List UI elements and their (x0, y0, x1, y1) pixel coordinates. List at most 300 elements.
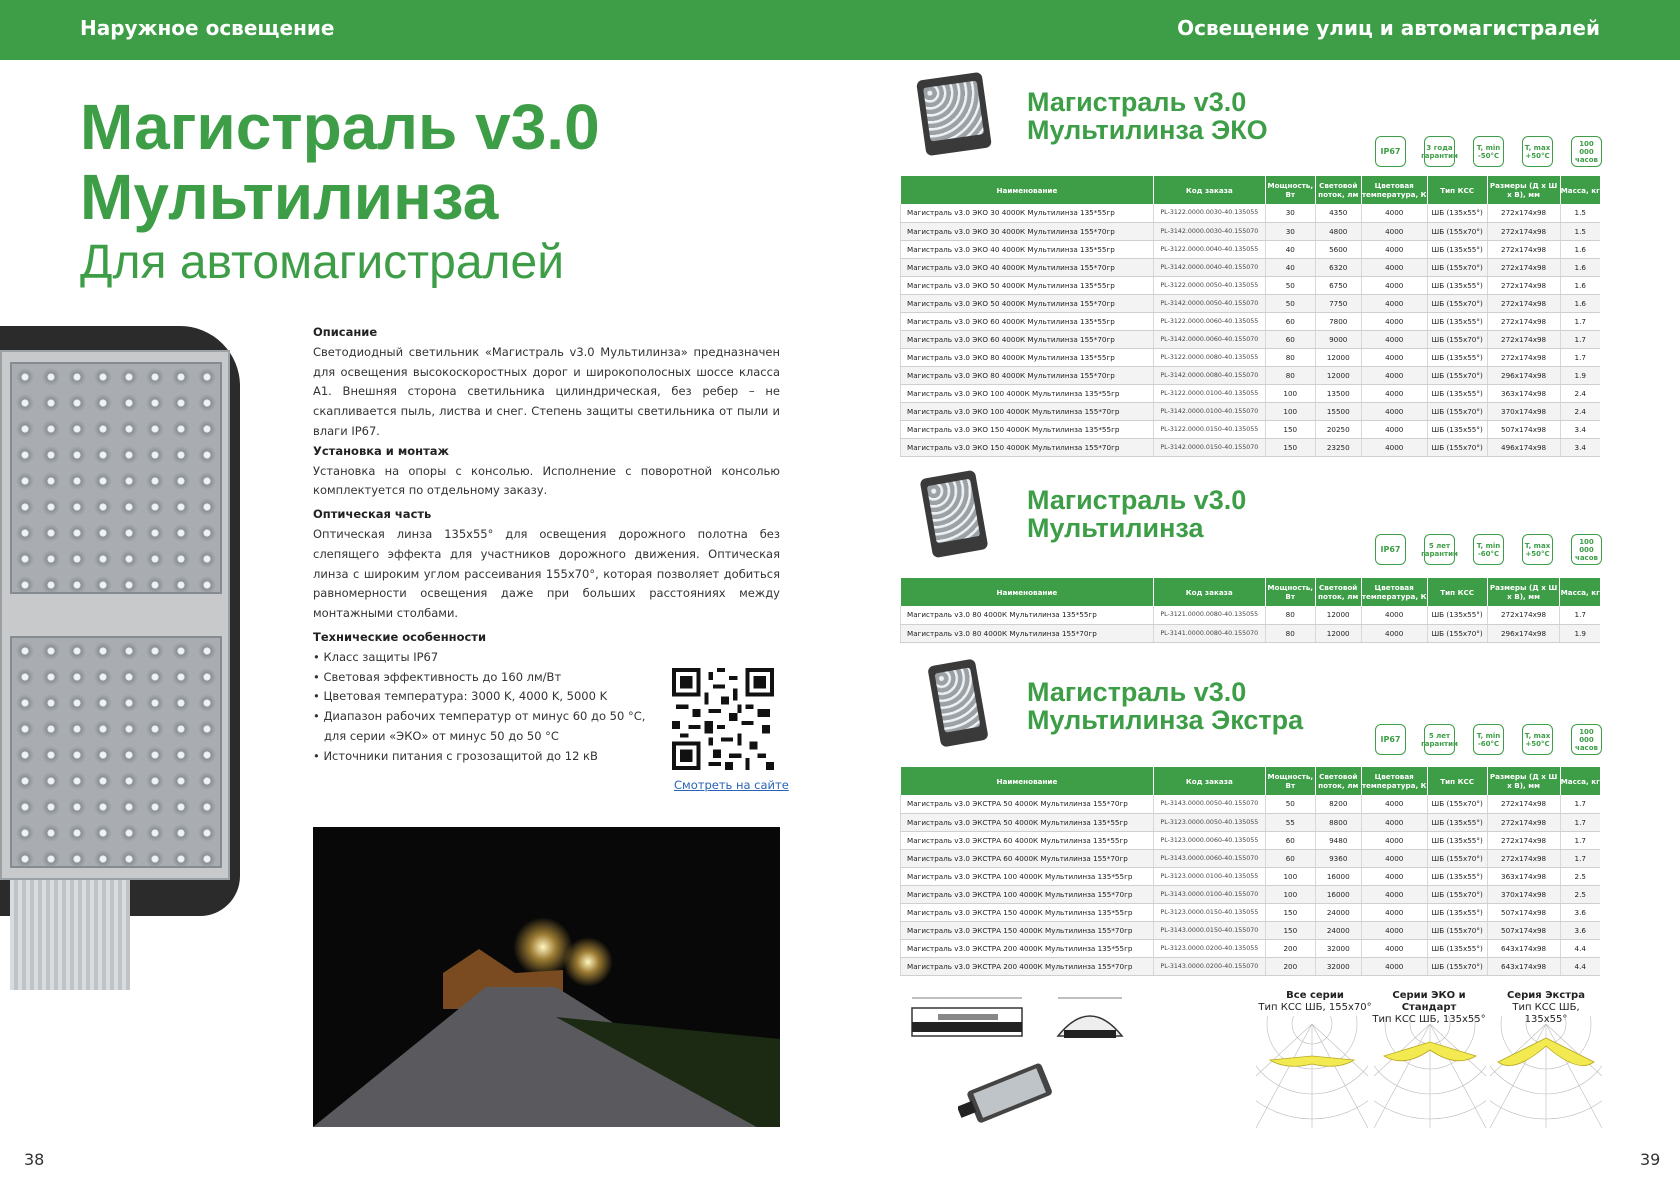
cell-cct: 4000 (1361, 348, 1427, 366)
cell-code: PL-3142.0000.0030-40.155070 (1153, 222, 1265, 240)
table-row (901, 813, 1601, 831)
table-row (901, 384, 1601, 402)
cell-cct: 4000 (1361, 957, 1427, 975)
table-row (901, 939, 1601, 957)
product-perspective-image (958, 1058, 1062, 1130)
lamp-mount (10, 880, 130, 990)
cell-mass: 1.6 (1560, 294, 1600, 312)
table-row (901, 867, 1601, 885)
table-row (901, 366, 1601, 384)
cell-name: Магистраль v3.0 ЭКСТРА 150 4000К Мультилинза 135*55гр (901, 903, 1154, 921)
cell-code: PL-3123.0000.0050-40.135055 (1153, 813, 1265, 831)
cell-kss: ШБ (135х55°) (1427, 204, 1487, 222)
column-header-mass: Масса, кг (1560, 578, 1600, 606)
desc-text-description: Светодиодный светильник «Магистраль v3.0 Мультилинза» предназначен для освещения высокоскоростных дорог и широкополосных шоссе класса А1. Внешняя сторона светильника цилиндрическая, без ребер – не скапливается пыль, листва и снег. Степень защиты светильника от пыли и влаги IP67. (313, 344, 780, 438)
lamp-illustration (0, 326, 240, 916)
cell-name: Магистраль v3.0 ЭКО 40 4000К Мультилинза 135*55гр (901, 240, 1154, 258)
spec-table-standard (900, 578, 1600, 643)
ip67-badge: IP67 (1375, 534, 1406, 565)
feature-item: для серии «ЭКО» от минус 50 до 50 °С (313, 728, 559, 743)
column-header-size: Размеры (Д х Ш х В), мм (1487, 578, 1560, 606)
cell-flux: 12000 (1315, 348, 1361, 366)
tmin-badge: T, min -60°C (1473, 724, 1504, 755)
cell-kss: ШБ (135х55°) (1427, 867, 1487, 885)
cell-mass: 1.7 (1560, 606, 1600, 624)
header-right-title: Освещение улиц и автомагистралей (1177, 16, 1600, 40)
cell-name: Магистраль v3.0 ЭКО 40 4000К Мультилинза 155*70гр (901, 258, 1154, 276)
table-header-row (901, 767, 1601, 795)
cell-code: PL-3142.0000.0040-40.155070 (1153, 258, 1265, 276)
cell-kss: ШБ (155х70°) (1427, 330, 1487, 348)
product-image-standard (919, 470, 988, 559)
curve-subtitle: Тип КСС ШБ, 135x55° (1512, 1002, 1580, 1025)
cell-kss: ШБ (155х70°) (1427, 366, 1487, 384)
cell-name: Магистраль v3.0 80 4000К Мультилинза 135*55гр (901, 606, 1154, 624)
view-on-site-link[interactable]: Смотреть на сайте (674, 778, 789, 792)
cell-power: 150 (1265, 903, 1315, 921)
product-image-extra (927, 658, 989, 747)
badges-standard (1375, 534, 1602, 565)
cell-power: 40 (1265, 240, 1315, 258)
cell-flux: 16000 (1315, 867, 1361, 885)
table-row (901, 222, 1601, 240)
cell-size: 363x174x98 (1487, 384, 1560, 402)
cell-kss: ШБ (135х55°) (1427, 831, 1487, 849)
cell-power: 100 (1265, 867, 1315, 885)
desc-heading-optics: Оптическая часть (313, 507, 432, 522)
dimension-drawing-front (1050, 992, 1130, 1048)
table-row (901, 240, 1601, 258)
cell-size: 272x174x98 (1487, 795, 1560, 813)
tmin-badge: T, min -60°C (1473, 534, 1504, 565)
badges-extra (1375, 724, 1602, 755)
cell-mass: 2.4 (1560, 384, 1600, 402)
cell-size: 507x174x98 (1487, 921, 1560, 939)
cell-flux: 23250 (1315, 438, 1361, 456)
cell-size: 496x174x98 (1487, 438, 1560, 456)
cell-size: 272x174x98 (1487, 849, 1560, 867)
column-header-flux: Световой поток, лм (1315, 767, 1361, 795)
cell-kss: ШБ (135х55°) (1427, 276, 1487, 294)
section-title-line-2: Мультилинза ЭКО (1027, 115, 1268, 145)
cell-power: 60 (1265, 849, 1315, 867)
cell-name: Магистраль v3.0 ЭКСТРА 50 4000К Мультилинза 135*55гр (901, 813, 1154, 831)
polar-curve-chart (1490, 1016, 1602, 1128)
table-row (901, 348, 1601, 366)
cell-kss: ШБ (155х70°) (1427, 402, 1487, 420)
cell-name: Магистраль v3.0 ЭКО 100 4000К Мультилинза 135*55гр (901, 384, 1154, 402)
cell-size: 643x174x98 (1487, 939, 1560, 957)
cell-code: PL-3122.0000.0030-40.135055 (1153, 204, 1265, 222)
desc-text-mounting: Установка на опоры с консолью. Исполнение с поворотной консолью комплектуется по отдельному заказу. (313, 463, 780, 498)
cell-mass: 1.5 (1560, 222, 1600, 240)
column-header-code: Код заказа (1153, 578, 1265, 606)
cell-name: Магистраль v3.0 ЭКСТРА 150 4000К Мультилинза 155*70гр (901, 921, 1154, 939)
cell-flux: 6750 (1315, 276, 1361, 294)
cell-kss: ШБ (135х55°) (1427, 312, 1487, 330)
cell-cct: 4000 (1361, 606, 1427, 624)
page-title (80, 92, 600, 232)
cell-size: 370x174x98 (1487, 402, 1560, 420)
cell-cct: 4000 (1361, 366, 1427, 384)
cell-size: 296x174x98 (1487, 366, 1560, 384)
cell-flux: 12000 (1315, 366, 1361, 384)
cell-code: PL-3122.0000.0060-40.135055 (1153, 312, 1265, 330)
cell-mass: 1.6 (1560, 240, 1600, 258)
warranty-badge: 5 лет гарантии (1424, 724, 1455, 755)
cell-cct: 4000 (1361, 813, 1427, 831)
cell-flux: 7750 (1315, 294, 1361, 312)
cell-flux: 20250 (1315, 420, 1361, 438)
cell-size: 272x174x98 (1487, 348, 1560, 366)
cell-cct: 4000 (1361, 420, 1427, 438)
curve-subtitle: Тип КСС ШБ, 155x70° (1258, 1002, 1372, 1013)
cell-power: 80 (1265, 348, 1315, 366)
cell-name: Магистраль v3.0 ЭКСТРА 100 4000К Мультилинза 135*55гр (901, 867, 1154, 885)
spec-table-extra (900, 767, 1600, 976)
cell-flux: 13500 (1315, 384, 1361, 402)
table-row (901, 795, 1601, 813)
cell-size: 272x174x98 (1487, 813, 1560, 831)
cell-flux: 24000 (1315, 921, 1361, 939)
cell-name: Магистраль v3.0 ЭКО 50 4000К Мультилинза 135*55гр (901, 276, 1154, 294)
feature-item: • Световая эффективность до 160 лм/Вт (313, 669, 562, 684)
cell-mass: 4.4 (1560, 939, 1600, 957)
column-header-name: Наименование (901, 176, 1154, 204)
cell-cct: 4000 (1361, 276, 1427, 294)
cell-kss: ШБ (135х55°) (1427, 384, 1487, 402)
table-row (901, 276, 1601, 294)
cell-code: PL-3142.0000.0150-40.155070 (1153, 438, 1265, 456)
cell-kss: ШБ (135х55°) (1427, 903, 1487, 921)
cell-mass: 1.6 (1560, 276, 1600, 294)
cell-code: PL-3141.0000.0080-40.155070 (1153, 624, 1265, 642)
page-number-left: 38 (24, 1150, 45, 1169)
column-header-flux: Световой поток, лм (1315, 176, 1361, 204)
cell-cct: 4000 (1361, 294, 1427, 312)
column-header-mass: Масса, кг (1560, 767, 1600, 795)
cell-power: 50 (1265, 294, 1315, 312)
section-title-line-1: Магистраль v3.0 (1027, 677, 1247, 707)
curve-title: Все серии (1286, 990, 1344, 1001)
cell-size: 272x174x98 (1487, 204, 1560, 222)
cell-code: PL-3122.0000.0080-40.135055 (1153, 348, 1265, 366)
cell-name: Магистраль v3.0 ЭКО 60 4000К Мультилинза 155*70гр (901, 330, 1154, 348)
section-title-line-2: Мультилинза Экстра (1027, 705, 1304, 735)
cell-mass: 3.6 (1560, 921, 1600, 939)
cell-cct: 4000 (1361, 939, 1427, 957)
cell-mass: 1.9 (1560, 366, 1600, 384)
column-header-cct: Цветовая температура, К (1361, 578, 1427, 606)
night-road-photo (313, 827, 780, 1127)
table-header-row (901, 578, 1601, 606)
cell-flux: 12000 (1315, 606, 1361, 624)
cell-name: Магистраль v3.0 ЭКСТРА 100 4000К Мультилинза 155*70гр (901, 885, 1154, 903)
cell-flux: 9360 (1315, 849, 1361, 867)
desc-heading-features: Технические особенности (313, 629, 487, 644)
cell-name: Магистраль v3.0 ЭКСТРА 200 4000К Мультилинза 155*70гр (901, 957, 1154, 975)
warranty-badge: 5 лет гарантии (1424, 534, 1455, 565)
cell-mass: 3.6 (1560, 903, 1600, 921)
cell-mass: 2.5 (1560, 885, 1600, 903)
feature-item: • Диапазон рабочих температур от минус 60 до 50 °С, (313, 709, 646, 724)
cell-flux: 4800 (1315, 222, 1361, 240)
cell-kss: ШБ (135х55°) (1427, 606, 1487, 624)
lamp-led-panel-top (10, 362, 222, 594)
table-header-row (901, 176, 1601, 204)
cell-power: 60 (1265, 831, 1315, 849)
cell-mass: 1.7 (1560, 795, 1600, 813)
cell-mass: 2.5 (1560, 867, 1600, 885)
table-row (901, 330, 1601, 348)
table-row (901, 903, 1601, 921)
cell-power: 40 (1265, 258, 1315, 276)
cell-power: 200 (1265, 957, 1315, 975)
cell-power: 150 (1265, 438, 1315, 456)
cell-flux: 16000 (1315, 885, 1361, 903)
cell-cct: 4000 (1361, 312, 1427, 330)
cell-power: 55 (1265, 813, 1315, 831)
cell-power: 100 (1265, 885, 1315, 903)
header-bar (0, 0, 1680, 60)
cell-kss: ШБ (135х55°) (1427, 240, 1487, 258)
spec-table-eco (900, 176, 1600, 457)
curve-title-all (1255, 990, 1375, 1014)
title-line-2: Мультилинза (80, 161, 499, 233)
cell-name: Магистраль v3.0 ЭКО 150 4000К Мультилинза 135*55гр (901, 420, 1154, 438)
cell-flux: 6320 (1315, 258, 1361, 276)
cell-flux: 9480 (1315, 831, 1361, 849)
cell-cct: 4000 (1361, 849, 1427, 867)
cell-code: PL-3142.0000.0100-40.155070 (1153, 402, 1265, 420)
section-title-line-1: Магистраль v3.0 (1027, 485, 1247, 515)
feature-item: • Источники питания с грозозащитой до 12 кВ (313, 748, 598, 763)
cell-name: Магистраль v3.0 80 4000К Мультилинза 155*70гр (901, 624, 1154, 642)
page-number-right: 39 (1640, 1150, 1661, 1169)
tmin-badge: T, min -50°C (1473, 136, 1504, 167)
cell-power: 80 (1265, 366, 1315, 384)
cell-kss: ШБ (135х55°) (1427, 813, 1487, 831)
table-row (901, 957, 1601, 975)
cell-code: PL-3121.0000.0080-40.135055 (1153, 606, 1265, 624)
cell-code: PL-3123.0000.0060-40.135055 (1153, 831, 1265, 849)
tmax-badge: T, max +50°C (1522, 724, 1553, 755)
lamp-frame (0, 350, 230, 880)
column-header-kss: Тип КСС (1427, 578, 1487, 606)
cell-kss: ШБ (155х70°) (1427, 795, 1487, 813)
cell-power: 50 (1265, 795, 1315, 813)
cell-code: PL-3143.0000.0200-40.155070 (1153, 957, 1265, 975)
cell-mass: 1.7 (1560, 849, 1600, 867)
cell-power: 150 (1265, 921, 1315, 939)
tmax-badge: T, max +50°C (1522, 534, 1553, 565)
cell-cct: 4000 (1361, 867, 1427, 885)
cell-name: Магистраль v3.0 ЭКО 30 4000К Мультилинза 155*70гр (901, 222, 1154, 240)
lifetime-badge: 100 000 часов (1571, 724, 1602, 755)
cell-kss: ШБ (135х55°) (1427, 939, 1487, 957)
table-body (901, 606, 1601, 642)
column-header-name: Наименование (901, 578, 1154, 606)
curve-subtitle: Тип КСС ШБ, 135x55° (1372, 1014, 1486, 1025)
cell-flux: 32000 (1315, 957, 1361, 975)
cell-size: 272x174x98 (1487, 831, 1560, 849)
street-light-glow (563, 937, 613, 987)
cell-cct: 4000 (1361, 831, 1427, 849)
badges-eco (1375, 136, 1602, 167)
lifetime-badge: 100 000 часов (1571, 534, 1602, 565)
column-header-size: Размеры (Д х Ш х В), мм (1487, 767, 1560, 795)
cell-mass: 4.4 (1560, 957, 1600, 975)
cell-flux: 8200 (1315, 795, 1361, 813)
cell-flux: 12000 (1315, 624, 1361, 642)
cell-code: PL-3142.0000.0050-40.155070 (1153, 294, 1265, 312)
cell-name: Магистраль v3.0 ЭКО 100 4000К Мультилинза 155*70гр (901, 402, 1154, 420)
cell-cct: 4000 (1361, 330, 1427, 348)
cell-power: 80 (1265, 624, 1315, 642)
column-header-power: Мощность, Вт (1265, 176, 1315, 204)
product-image-eco (916, 72, 992, 156)
qr-code[interactable] (672, 668, 774, 770)
cell-kss: ШБ (135х55°) (1427, 420, 1487, 438)
cell-flux: 4350 (1315, 204, 1361, 222)
cell-kss: ШБ (155х70°) (1427, 921, 1487, 939)
table-body (901, 204, 1601, 456)
cell-power: 50 (1265, 276, 1315, 294)
cell-code: PL-3143.0000.0150-40.155070 (1153, 921, 1265, 939)
cell-size: 507x174x98 (1487, 903, 1560, 921)
cell-kss: ШБ (155х70°) (1427, 294, 1487, 312)
section-title-extra (1027, 678, 1303, 734)
lifetime-badge: 100 000 часов (1571, 136, 1602, 167)
table-row (901, 312, 1601, 330)
cell-cct: 4000 (1361, 624, 1427, 642)
cell-power: 60 (1265, 330, 1315, 348)
cell-mass: 1.9 (1560, 624, 1600, 642)
cell-power: 150 (1265, 420, 1315, 438)
cell-power: 100 (1265, 384, 1315, 402)
table-row (901, 258, 1601, 276)
cell-power: 30 (1265, 222, 1315, 240)
cell-power: 200 (1265, 939, 1315, 957)
cell-size: 296x174x98 (1487, 624, 1560, 642)
cell-mass: 1.7 (1560, 330, 1600, 348)
curve-title: Серия Экстра (1507, 990, 1585, 1001)
cell-code: PL-3143.0000.0100-40.155070 (1153, 885, 1265, 903)
cell-size: 370x174x98 (1487, 885, 1560, 903)
table-row (901, 885, 1601, 903)
cell-size: 507x174x98 (1487, 420, 1560, 438)
cell-mass: 3.4 (1560, 420, 1600, 438)
cell-code: PL-3143.0000.0060-40.155070 (1153, 849, 1265, 867)
cell-size: 272x174x98 (1487, 312, 1560, 330)
cell-cct: 4000 (1361, 921, 1427, 939)
column-header-size: Размеры (Д х Ш х В), мм (1487, 176, 1560, 204)
cell-name: Магистраль v3.0 ЭКСТРА 60 4000К Мультилинза 135*55гр (901, 831, 1154, 849)
column-header-mass: Масса, кг (1560, 176, 1600, 204)
cell-flux: 24000 (1315, 903, 1361, 921)
cell-mass: 1.7 (1560, 312, 1600, 330)
cell-mass: 1.7 (1560, 813, 1600, 831)
cell-code: PL-3123.0000.0150-40.135055 (1153, 903, 1265, 921)
column-header-power: Мощность, Вт (1265, 767, 1315, 795)
cell-power: 80 (1265, 606, 1315, 624)
cell-flux: 15500 (1315, 402, 1361, 420)
cell-cct: 4000 (1361, 384, 1427, 402)
cell-flux: 32000 (1315, 939, 1361, 957)
feature-item: • Цветовая температура: 3000 K, 4000 K, 5000 K (313, 689, 608, 704)
table-row (901, 402, 1601, 420)
cell-kss: ШБ (155х70°) (1427, 885, 1487, 903)
cell-power: 30 (1265, 204, 1315, 222)
table-row (901, 831, 1601, 849)
cell-kss: ШБ (155х70°) (1427, 258, 1487, 276)
cell-name: Магистраль v3.0 ЭКСТРА 50 4000К Мультилинза 155*70гр (901, 795, 1154, 813)
cell-cct: 4000 (1361, 258, 1427, 276)
cell-size: 272x174x98 (1487, 294, 1560, 312)
cell-size: 272x174x98 (1487, 240, 1560, 258)
cell-size: 272x174x98 (1487, 222, 1560, 240)
polar-curve-chart (1256, 1016, 1368, 1128)
table-row (901, 420, 1601, 438)
cell-mass: 3.4 (1560, 438, 1600, 456)
column-header-code: Код заказа (1153, 767, 1265, 795)
cell-flux: 7800 (1315, 312, 1361, 330)
section-title-line-1: Магистраль v3.0 (1027, 87, 1247, 117)
cell-mass: 1.7 (1560, 348, 1600, 366)
warranty-badge: 3 года гарантии (1424, 136, 1455, 167)
title-line-1: Магистраль v3.0 (80, 91, 600, 163)
column-header-cct: Цветовая температура, К (1361, 767, 1427, 795)
cell-code: PL-3122.0000.0100-40.135055 (1153, 384, 1265, 402)
polar-curve-chart (1374, 1016, 1486, 1128)
cell-code: PL-3142.0000.0060-40.155070 (1153, 330, 1265, 348)
table-row (901, 849, 1601, 867)
column-header-name: Наименование (901, 767, 1154, 795)
table-row (901, 921, 1601, 939)
cell-size: 643x174x98 (1487, 957, 1560, 975)
column-header-kss: Тип КСС (1427, 767, 1487, 795)
cell-code: PL-3123.0000.0100-40.135055 (1153, 867, 1265, 885)
cell-cct: 4000 (1361, 438, 1427, 456)
column-header-flux: Световой поток, лм (1315, 578, 1361, 606)
cell-name: Магистраль v3.0 ЭКСТРА 200 4000К Мультилинза 135*55гр (901, 939, 1154, 957)
cell-kss: ШБ (155х70°) (1427, 957, 1487, 975)
cell-name: Магистраль v3.0 ЭКСТРА 60 4000К Мультилинза 155*70гр (901, 849, 1154, 867)
desc-heading-description: Описание (313, 325, 378, 339)
ip67-badge: IP67 (1375, 724, 1406, 755)
cell-name: Магистраль v3.0 ЭКО 50 4000К Мультилинза 155*70гр (901, 294, 1154, 312)
cell-kss: ШБ (155х70°) (1427, 624, 1487, 642)
cell-cct: 4000 (1361, 222, 1427, 240)
cell-code: PL-3123.0000.0200-40.135055 (1153, 939, 1265, 957)
cell-name: Магистраль v3.0 ЭКО 80 4000К Мультилинза 155*70гр (901, 366, 1154, 384)
header-left-title: Наружное освещение (80, 16, 335, 40)
cell-cct: 4000 (1361, 240, 1427, 258)
page-subtitle: Для автомагистралей (80, 236, 565, 289)
column-header-kss: Тип КСС (1427, 176, 1487, 204)
feature-item: • Класс защиты IP67 (313, 649, 439, 664)
lamp-led-panel-bottom (10, 636, 222, 868)
cell-size: 272x174x98 (1487, 276, 1560, 294)
cell-cct: 4000 (1361, 795, 1427, 813)
cell-flux: 5600 (1315, 240, 1361, 258)
column-header-code: Код заказа (1153, 176, 1265, 204)
cell-code: PL-3142.0000.0080-40.155070 (1153, 366, 1265, 384)
section-title-line-2: Мультилинза (1027, 513, 1204, 543)
cell-code: PL-3143.0000.0050-40.155070 (1153, 795, 1265, 813)
section-title-standard (1027, 486, 1246, 542)
ip67-badge: IP67 (1375, 136, 1406, 167)
